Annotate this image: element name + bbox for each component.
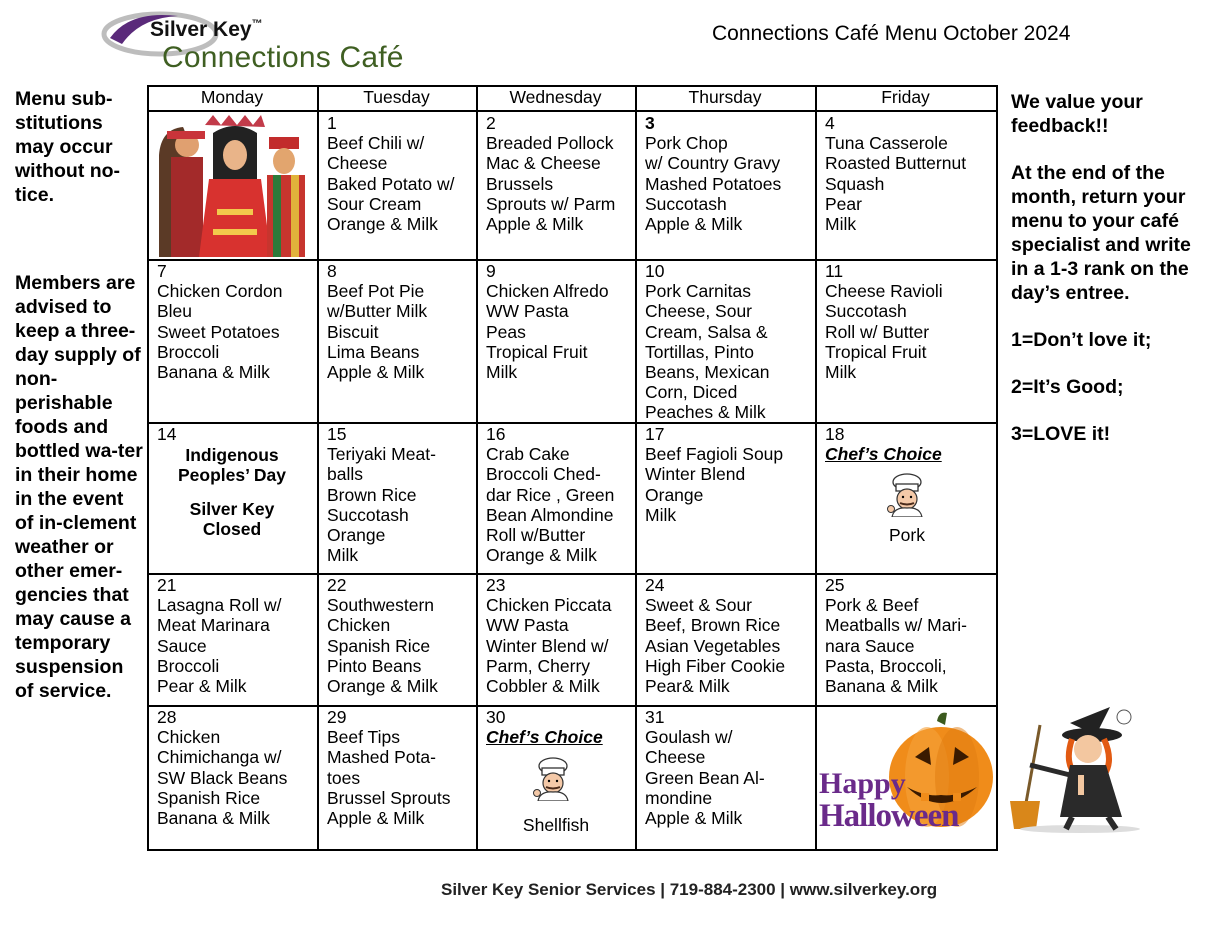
menu-day-24: [645, 575, 815, 696]
day-number: 16: [486, 424, 506, 444]
day-header-tuesday: Tuesday: [363, 87, 430, 107]
menu-item: Cobbler & Milk: [486, 676, 600, 697]
menu-day-3: [645, 113, 815, 234]
menu-item: Orange: [645, 484, 704, 505]
halloween-text-happy: Happy: [819, 767, 906, 800]
chefs-choice-label: Chef’s Choice: [825, 444, 942, 465]
menu-day-16: [486, 424, 636, 565]
menu-item: Spanish Rice: [157, 787, 261, 808]
menu-item: SW Black Beans: [157, 767, 288, 788]
menu-item: Tropical Fruit: [486, 341, 588, 362]
menu-item: Beef Fagioli Soup: [645, 444, 784, 465]
logo-top-text: Silver Key™: [150, 18, 263, 41]
menu-item: Sweet & Sour: [645, 595, 752, 616]
feedback-heading: We value your feedback!!: [1011, 91, 1143, 137]
menu-item: Apple & Milk: [645, 808, 743, 829]
menu-item: Roll w/Butter: [486, 525, 586, 546]
holiday-name: Indigenous: [185, 445, 279, 465]
grid-line: [996, 85, 998, 851]
menu-item: Orange: [327, 525, 386, 546]
day-number: 30: [486, 707, 506, 727]
menu-item: w/Butter Milk: [327, 301, 428, 322]
menu-item: Succotash: [825, 301, 907, 322]
menu-day-22: [327, 575, 477, 696]
menu-day-15: [327, 424, 477, 565]
holiday-name: Peoples’ Day: [178, 465, 286, 485]
day-header-monday: Monday: [200, 87, 264, 107]
menu-item: toes: [327, 767, 361, 788]
closure-text: Closed: [202, 519, 262, 539]
menu-item: Orange & Milk: [327, 214, 438, 235]
day-number: 18: [825, 424, 845, 444]
chefs-choice-item: Shellfish: [522, 815, 590, 835]
menu-item: Apple & Milk: [327, 808, 425, 829]
menu-item: Apple & Milk: [486, 214, 584, 235]
day-number: 31: [645, 707, 665, 727]
menu-item: w/ Country Gravy: [645, 153, 781, 174]
rank-1: 1=Don’t love it;: [1011, 329, 1152, 351]
menu-item: Milk: [645, 504, 677, 525]
menu-item: Chicken: [327, 615, 391, 636]
day-number: 21: [157, 575, 177, 595]
witch-illustration-icon: [1000, 705, 1146, 835]
menu-item: Banana & Milk: [157, 362, 270, 383]
menu-item: Beef Tips: [327, 727, 400, 748]
menu-item: Cheese, Sour: [645, 301, 753, 322]
day-number: 10: [645, 261, 665, 281]
menu-item: Succotash: [327, 504, 409, 525]
menu-item: Bleu: [157, 301, 193, 322]
menu-item: Orange & Milk: [486, 545, 597, 566]
menu-item: Beef Pot Pie: [327, 281, 425, 302]
menu-item: WW Pasta: [486, 301, 569, 322]
menu-item: Pork Carnitas: [645, 281, 752, 302]
day-number: 4: [825, 113, 835, 133]
menu-item: Corn, Diced: [645, 382, 738, 403]
logo: [100, 8, 420, 76]
menu-day-14: [157, 424, 317, 444]
menu-item: Squash: [825, 173, 885, 194]
menu-item: dar Rice , Green: [486, 484, 615, 505]
menu-item: Cheese Ravioli: [825, 281, 943, 302]
menu-item: Chicken Cordon: [157, 281, 283, 302]
menu-item: Apple & Milk: [327, 362, 425, 383]
menu-item: Banana & Milk: [157, 808, 270, 829]
closure-text: Silver Key: [189, 499, 275, 519]
menu-day-25: [825, 575, 995, 696]
menu-item: Southwestern: [327, 595, 435, 616]
menu-item: Mac & Cheese: [486, 153, 601, 174]
menu-day-11: [825, 261, 995, 382]
feedback-note: [1011, 90, 1211, 469]
menu-item: Broccoli: [157, 655, 220, 676]
day-number: 22: [327, 575, 347, 595]
menu-item: balls: [327, 464, 363, 485]
menu-item: Sweet Potatoes: [157, 321, 280, 342]
menu-item: Chicken Alfredo: [486, 281, 609, 302]
menu-day-7: [157, 261, 317, 382]
menu-item: Tortillas, Pinto: [645, 341, 754, 362]
day-number: 24: [645, 575, 665, 595]
day-number: 25: [825, 575, 845, 595]
menu-item: Meat Marinara: [157, 615, 270, 636]
menu-item: Sour Cream: [327, 193, 422, 214]
day-number: 1: [327, 113, 337, 133]
menu-day-2: [486, 113, 636, 234]
menu-day-30: [486, 707, 636, 747]
indigenous-people-illustration-icon: [153, 115, 311, 257]
menu-item: Beans, Mexican: [645, 362, 770, 383]
menu-item: Baked Potato w/: [327, 173, 455, 194]
menu-item: Meatballs w/ Mari-: [825, 615, 967, 636]
menu-item: Banana & Milk: [825, 676, 938, 697]
menu-item: Milk: [825, 214, 857, 235]
menu-item: Mashed Pota-: [327, 747, 436, 768]
menu-item: High Fiber Cookie: [645, 655, 786, 676]
menu-day-9: [486, 261, 636, 382]
menu-item: Orange & Milk: [327, 676, 438, 697]
page-title: Connections Café Menu October 2024: [712, 22, 1071, 45]
menu-item: Milk: [486, 362, 518, 383]
menu-item: WW Pasta: [486, 615, 569, 636]
menu-item: Pork Chop: [645, 133, 728, 154]
day-number: 28: [157, 707, 177, 727]
day-header-wednesday: Wednesday: [509, 87, 602, 107]
menu-item: Pork & Beef: [825, 595, 919, 616]
rank-2: 2=It’s Good;: [1011, 376, 1124, 398]
menu-item: Chicken: [157, 727, 221, 748]
menu-day-10: [645, 261, 815, 423]
menu-item: Pear& Milk: [645, 676, 730, 697]
menu-item: Spanish Rice: [327, 635, 431, 656]
menu-item: Parm, Cherry: [486, 655, 591, 676]
menu-item: Chicken Piccata: [486, 595, 612, 616]
menu-item: Brussels: [486, 173, 554, 194]
menu-item: Beef, Brown Rice: [645, 615, 781, 636]
chef-icon: [530, 757, 576, 801]
day-number: 15: [327, 424, 347, 444]
day-number: 11: [825, 261, 844, 281]
menu-item: Pasta, Broccoli,: [825, 655, 947, 676]
menu-day-21: [157, 575, 317, 696]
menu-item: Peas: [486, 321, 526, 342]
menu-day-29: [327, 707, 477, 828]
day-number: 8: [327, 261, 337, 281]
menu-item: Mashed Potatoes: [645, 173, 782, 194]
menu-item: Milk: [825, 362, 857, 383]
day-number: 17: [645, 424, 665, 444]
day-header-friday: Friday: [881, 87, 930, 107]
grid-line: [147, 849, 998, 851]
day-number: 2: [486, 113, 496, 133]
menu-item: nara Sauce: [825, 635, 915, 656]
menu-day-4: [825, 113, 995, 234]
menu-item: Sauce: [157, 635, 207, 656]
menu-item: Pear: [825, 193, 862, 214]
menu-item: Pinto Beans: [327, 655, 422, 676]
menu-item: Crab Cake: [486, 444, 570, 465]
menu-item: Lasagna Roll w/: [157, 595, 282, 616]
menu-item: Winter Blend w/: [486, 635, 609, 656]
menu-item: Teriyaki Meat-: [327, 444, 436, 465]
menu-item: Apple & Milk: [645, 214, 743, 235]
day-number: 7: [157, 261, 167, 281]
day-number: 9: [486, 261, 496, 281]
menu-item: Tuna Casserole: [825, 133, 948, 154]
menu-item: Cheese: [645, 747, 706, 768]
day-number: 23: [486, 575, 506, 595]
weather-advisory-note: Members are advised to keep a three-day supply of non-perishable foods and bottled wa-ter in their home in the event of in-clement weather or other emer-gencies that may cause a temporary suspension of service.: [15, 272, 143, 702]
menu-item: Roll w/ Butter: [825, 321, 930, 342]
menu-item: Goulash w/: [645, 727, 733, 748]
menu-item: Breaded Pollock: [486, 133, 614, 154]
menu-calendar: [147, 85, 998, 851]
menu-item: Lima Beans: [327, 341, 420, 362]
day-number: 14: [157, 424, 177, 444]
menu-item: Green Bean Al-: [645, 767, 765, 788]
rank-3: 3=LOVE it!: [1011, 423, 1111, 445]
menu-item: Biscuit: [327, 321, 379, 342]
menu-item: Asian Vegetables: [645, 635, 781, 656]
menu-item: Cream, Salsa &: [645, 321, 768, 342]
chefs-choice-label: Chef’s Choice: [486, 727, 603, 748]
menu-item: Peaches & Milk: [645, 402, 766, 423]
menu-item: Broccoli Ched-: [486, 464, 601, 485]
menu-day-17: [645, 424, 815, 525]
menu-item: mondine: [645, 787, 713, 808]
menu-day-28: [157, 707, 317, 828]
menu-item: Chimichanga w/: [157, 747, 282, 768]
feedback-instructions: At the end of the month, return your menu to your café specialist and write in a 1-3 rank on the day’s entree.: [1011, 162, 1191, 304]
menu-day-8: [327, 261, 477, 382]
menu-item: Beef Chili w/: [327, 133, 425, 154]
day-number: 29: [327, 707, 347, 727]
menu-item: Brown Rice: [327, 484, 417, 505]
menu-item: Sprouts w/ Parm: [486, 193, 616, 214]
menu-item: Broccoli: [157, 341, 220, 362]
day-number: 3: [645, 113, 655, 133]
substitution-note: Menu sub-stitutions may occur without no-tice.: [15, 88, 121, 206]
chefs-choice-item: Pork: [889, 525, 925, 545]
menu-item: Succotash: [645, 193, 727, 214]
logo-bottom-text: Connections Café: [162, 41, 404, 74]
grid-line: [317, 85, 319, 851]
day-header-thursday: Thursday: [688, 87, 762, 107]
halloween-text-halloween: Halloween: [819, 798, 959, 834]
menu-item: Tropical Fruit: [825, 341, 927, 362]
menu-day-23: [486, 575, 636, 696]
menu-day-1: [327, 113, 477, 234]
menu-item: Roasted Butternut: [825, 153, 967, 174]
menu-item: Winter Blend: [645, 464, 746, 485]
menu-day-31: [645, 707, 815, 828]
chef-icon: [884, 473, 930, 517]
menu-item: Cheese: [327, 153, 388, 174]
menu-day-18: [825, 424, 995, 464]
holiday-closure-note: [147, 445, 317, 539]
menu-item: Bean Almondine: [486, 504, 614, 525]
menu-item: Brussel Sprouts: [327, 787, 451, 808]
menu-item: Milk: [327, 545, 359, 566]
menu-item: Pear & Milk: [157, 676, 247, 697]
footer-contact: Silver Key Senior Services | 719-884-2300 | www.silverkey.org: [441, 880, 938, 899]
